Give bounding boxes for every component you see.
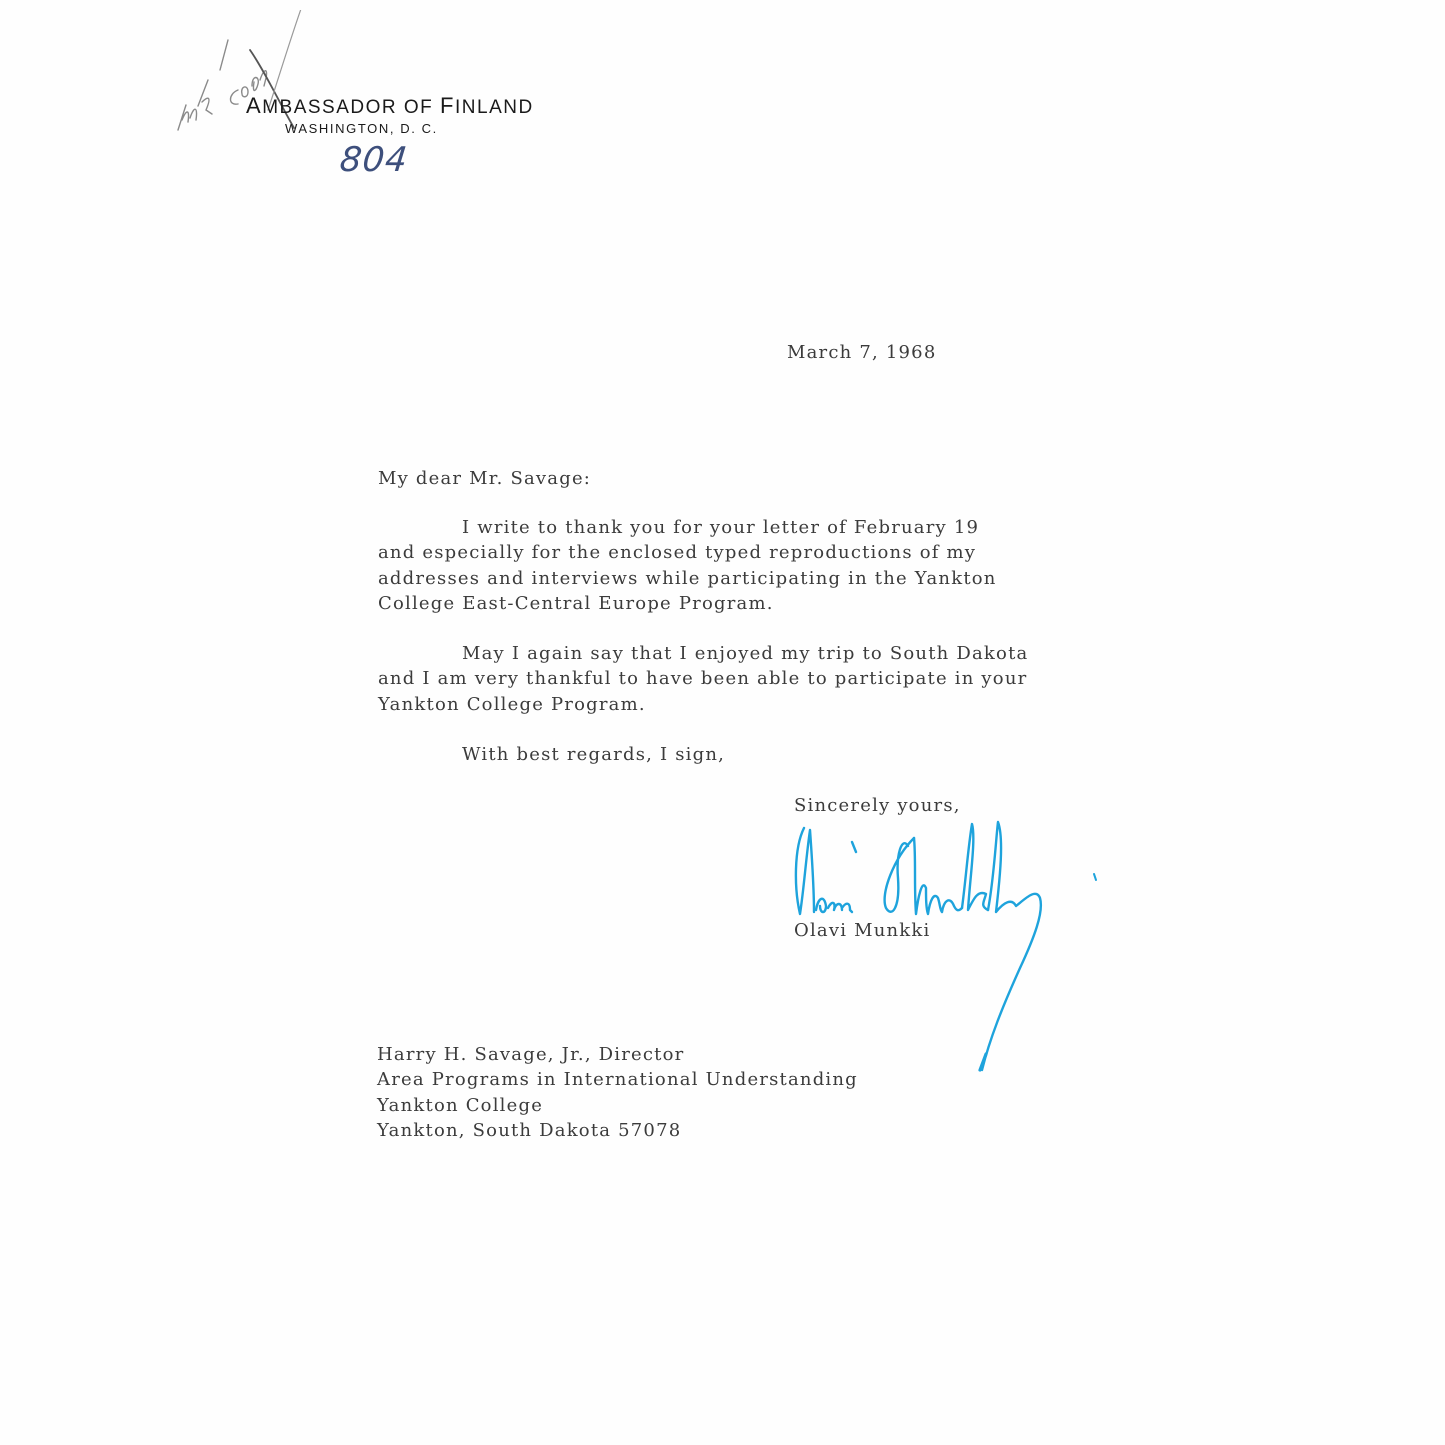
letterhead-initial: A xyxy=(246,93,263,118)
paragraph-line: With best regards, I sign, xyxy=(462,744,726,765)
letterhead-title-finland: INLAND xyxy=(455,97,534,118)
body-paragraph-3 xyxy=(378,742,725,767)
paragraph-line: and I am very thankful to have been able to participate in your xyxy=(378,668,1028,690)
letterhead-title xyxy=(246,93,534,119)
paragraph-line: College East-Central Europe Program. xyxy=(378,592,774,614)
paragraph-line: addresses and interviews while participating in the Yankton xyxy=(378,567,997,589)
letterhead-initial-f: F xyxy=(440,93,455,118)
salutation: My dear Mr. Savage: xyxy=(378,468,592,489)
address-line: Yankton College xyxy=(377,1094,544,1116)
body-paragraph-1 xyxy=(378,515,997,616)
address-line: Area Programs in International Understanding xyxy=(377,1069,858,1091)
address-line: Harry H. Savage, Jr., Director xyxy=(377,1044,685,1065)
address-line: Yankton, South Dakota 57078 xyxy=(377,1119,682,1141)
paragraph-line: May I again say that I enjoyed my trip to South Dakota xyxy=(462,643,1029,664)
handwritten-file-number: 804 xyxy=(337,140,411,180)
body-paragraph-2 xyxy=(378,641,1028,717)
letter-date: March 7, 1968 xyxy=(787,342,937,363)
paragraph-line: I write to thank you for your letter of February 19 xyxy=(462,517,980,538)
letterhead-location: WASHINGTON, D. C. xyxy=(285,121,438,136)
signer-name: Olavi Munkki xyxy=(794,920,931,941)
paragraph-line: Yankton College Program. xyxy=(378,693,646,715)
recipient-address xyxy=(377,1042,858,1143)
paragraph-line: and especially for the enclosed typed reproductions of my xyxy=(378,542,977,564)
closing: Sincerely yours, xyxy=(794,795,961,816)
letterhead-title-rest: MBASSADOR OF xyxy=(262,97,441,118)
